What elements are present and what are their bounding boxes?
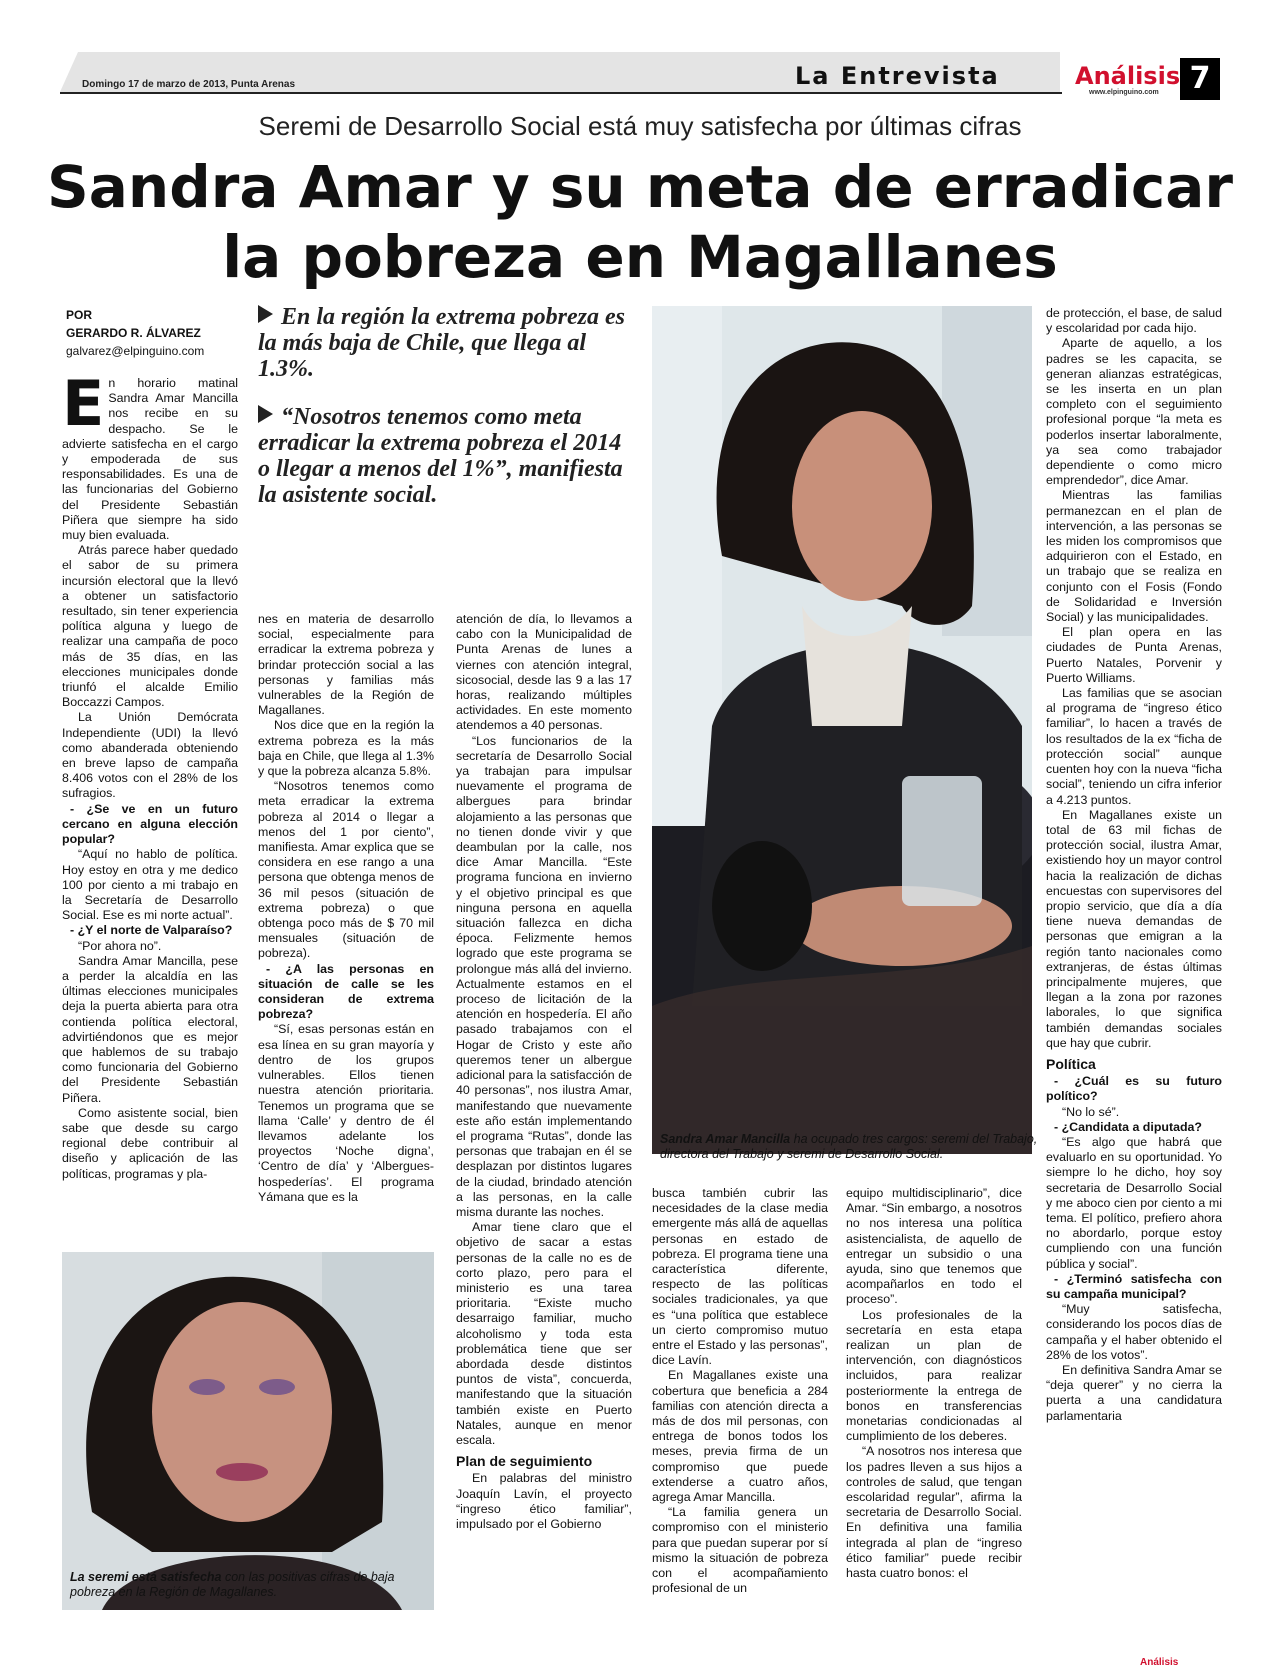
byline-author: GERARDO R. ÁLVAREZ <box>66 326 201 340</box>
paragraph: En Magallanes existe un total de 63 mil fichas de protección social, ilustra Amar, existiendo hoy un mayor control hacia la realización de dichas encuestas con supervisores del propio servicio, que día a día tiene nueva demandas de personas que emigran a la región tanto nacionales como extranjeras, de éstas últimas principalmente mujeres, que llegan a la zona por razones laborales, lo que significa también demandas sociales que hay que cubrir. <box>1046 807 1222 1050</box>
article-column-3 <box>456 612 632 1532</box>
newspaper-website: www.elpinguino.com <box>1089 89 1159 96</box>
byline <box>66 306 256 360</box>
caption-text: ha ocupado tres cargos: seremi del Trabajo, directora del Trabajo y seremi de Desarrollo Social. <box>660 1132 1038 1161</box>
paragraph: Sandra Amar Mancilla, pese a perder la alcaldía en las últimas elecciones municipales deja la puerta abierta para otra contienda política electoral, advirtiéndonos que es mejor que hablemos de su trabajo como funcionaria del Gobierno del Presidente Sebastián Piñera. <box>62 953 238 1105</box>
header-rule <box>60 92 1062 94</box>
paragraph: “Por ahora no”. <box>78 938 162 953</box>
pull-quote: En la región la extrema pobreza es la más baja de Chile, que llega al 1.3%. <box>258 304 626 382</box>
byline-email: galvarez@elpinguino.com <box>66 344 205 358</box>
article-column-5 <box>846 1186 1022 1581</box>
article-kicker: Seremi de Desarrollo Social está muy satisfecha por últimas cifras <box>258 111 1022 141</box>
paragraph: “Muy satisfecha, considerando los pocos días de campaña y el haber obtenido el 28% de los votos”. <box>1046 1302 1222 1362</box>
paragraph: Atrás parece haber quedado el sabor de su primera incursión electoral que la llevó a obtener un satisfactorio resultado, sin tener experiencia política alguna y luego de realizar una campaña de poco más de 35 días, en las elecciones municipales donde triunfó el alcalde Emilio Boccazzi Campos. <box>62 543 238 710</box>
subheading: Plan de seguimiento <box>456 1453 593 1470</box>
paragraph: En Magallanes existe una cobertura que beneficia a 284 familias con atención directa a más de dos mil personas, con entrega de bonos todos los meses, previa firma de un compromiso que puede extenderse a cuatro años, agrega Amar Mancilla. <box>652 1368 828 1505</box>
caption-name: Sandra Amar Mancilla <box>660 1132 791 1146</box>
paragraph: nes en materia de desarrollo social, especialmente para erradicar la extrema pobreza y brindar protección social a las personas y familias más vulnerables de la Región de Magallanes. <box>258 612 434 718</box>
paragraph: atención de día, lo llevamos a cabo con la Municipalidad de Punta Arenas de lunes a viernes con atención integral, sicosocial, desde las 9 a las 17 horas, realizando múltiples actividades. En este momento atendemos a 40 personas. <box>456 612 632 733</box>
end-logo: Análisis <box>1140 1657 1179 1668</box>
paragraph: de protección, el base, de salud y escolaridad por cada hijo. <box>1046 306 1222 336</box>
paragraph: En definitiva Sandra Amar se “deja querer” y no cierra la puerta a una candidatura parlamentaria <box>1046 1363 1222 1423</box>
interview-question: - ¿A las personas en situación de calle se les consideran de extrema pobreza? <box>258 961 434 1022</box>
paragraph: Los profesionales de la secretaría en esta etapa realizan un plan de intervención, con diagnósticos incluidos, para realizar posteriormente la entrega de bonos en transferencias monetarias condicionadas al cumplimiento de los deberes. <box>846 1307 1022 1444</box>
article-column-1 <box>62 367 238 1182</box>
paragraph: Como asistente social, bien sabe que desde su cargo regional debe contribuir al diseño y aplicación de las políticas, programas y pla- <box>62 1105 238 1181</box>
article-column-2 <box>258 612 434 1205</box>
paragraph: Las familias que se asocian al programa de “ingreso ético familiar”, lo hacen a través de los resultados de la ex “ficha de protección social” aunque cuenten hoy con la nueva “ficha social”, teniendo un cifra inferior a 4.213 puntos. <box>1046 686 1222 807</box>
paragraph: El plan opera en las ciudades de Punta Arenas, Puerto Natales, Porvenir y Puerto Williams. <box>1046 625 1222 685</box>
interview-question: - ¿Candidata a diputada? <box>1054 1119 1203 1134</box>
secondary-photo-caption <box>70 1570 420 1600</box>
paragraph: equipo multidisciplinario”, dice Amar. “Sin embargo, a nosotros no nos interesa una política asistencialista, de aquello de entregar un subsidio o una ayuda, sino que tenemos que acompañarlos en todo el proceso”. <box>846 1186 1022 1307</box>
article-column-6 <box>1046 306 1222 1424</box>
paragraph: “Aquí no hablo de política. Hoy estoy en otra y me dedico 100 por ciento a mi trabajo en la Secretaría de Desarrollo Social. Ese es mi norte actual”. <box>62 847 238 923</box>
paragraph: n horario matinal Sandra Amar Mancilla nos recibe en su despacho. Se le advierte satisfecha en el cargo y empoderada de sus responsabilidades. Es una de las funcionarias del Gobierno del Presidente Sebastián Piñera que siempre ha sido muy bien evaluada. <box>62 376 238 543</box>
newspaper-logo: Análisis <box>1075 62 1181 90</box>
issue-date: Domingo 17 de marzo de 2013, Punta Arenas <box>82 79 296 90</box>
interview-question: - ¿Se ve en un futuro cercano en alguna elección popular? <box>62 801 238 847</box>
paragraph: “No lo sé”. <box>1062 1104 1120 1119</box>
page-number: 7 <box>1180 58 1220 100</box>
paragraph: “Sí, esas personas están en esa línea en su gran mayoría y dentro de los grupos vulnerables. Ellos tienen nuestra atención prioritaria. Tenemos un programa que se llama ‘Calle’ y dentro de él llevamos adelante los proyectos ‘Noche digna’, ‘Centro de día’ y ‘Albergues-hospederías’. El programa Yámana que es la <box>258 1022 434 1204</box>
interview-question: - ¿Y el norte de Valparaíso? <box>70 923 233 938</box>
paragraph: En palabras del ministro Joaquín Lavín, el proyecto “ingreso ético familiar”, impulsado por el Gobierno <box>456 1471 632 1531</box>
paragraph: busca también cubrir las necesidades de la clase media emergente más allá de aquellas personas en estado de pobreza. El programa tiene una característica diferente, respecto de las políticas sociales tradicionales, ya que es “una política que establece un cierto compromiso mutuo entre el Estado y las personas”, dice Lavín. <box>652 1186 828 1368</box>
pull-quotes <box>258 304 638 530</box>
subheading: Política <box>1046 1055 1096 1072</box>
secondary-photo <box>62 1252 434 1610</box>
main-photo-caption <box>660 1132 1038 1162</box>
triangle-bullet-icon <box>258 305 273 323</box>
caption-text: con las positivas cifras de baja pobreza en la Región de Magallanes. <box>70 1570 395 1599</box>
interview-question: - ¿Terminó satisfecha con su campaña municipal? <box>1046 1271 1222 1301</box>
paragraph: Mientras las familias permanezcan en el plan de intervención, a las personas se les miden los compromisos que adquirieron con el Estado, en un trabajo que se realiza en conjunto con el Fosis (Fondo de Solidaridad e Inversión Social) y las municipalidades. <box>1046 488 1222 625</box>
caption-name: La seremi está satisfecha <box>70 1570 222 1584</box>
article-column-4 <box>652 1186 828 1596</box>
article-headline: Sandra Amar y su meta de erradicar la pobreza en Magallanes <box>47 153 1233 291</box>
paragraph: “A nosotros nos interesa que los padres lleven a sus hijos a controles de salud, que tengan escolaridad regular”, afirma la secretaria de Desarrollo Social. En definitiva una familia integrada al plan de “ingreso ético familiar” puede recibir hasta cuatro bonos: el <box>846 1444 1022 1581</box>
paragraph: “Es algo que habrá que evaluarlo en su oportunidad. Yo siempre lo he dicho, hoy soy secretaria de Desarrollo Social y me aboco cien por ciento a mi tema. El político, prefiero ahora no abordarlo, porque estoy cumpliendo con una función pública y social”. <box>1046 1134 1222 1271</box>
interview-question: - ¿Cuál es su futuro político? <box>1046 1074 1222 1104</box>
paragraph: Amar tiene claro que el objetivo de sacar a estas personas de la calle no es de corto plazo, pero para el ministerio es una tarea prioritaria. “Existe mucho desarraigo familiar, mucho alcoholismo y toda esta problemática tiene que ser abordada desde distintos puntos de vista”, concuerda, manifestando que la situación también existe en Puerto Natales, aunque en menor escala. <box>456 1220 632 1447</box>
paragraph: La Unión Demócrata Independiente (UDI) la llevó como abanderada obteniendo en breve lapso de campaña 8.406 votos con el 28% de los sufragios. <box>62 710 238 801</box>
section-title: La Entrevista <box>795 62 1000 90</box>
paragraph: Nos dice que en la región la extrema pobreza es la más baja en Chile, que llega al 1.3% y que la pobreza alcanza 5.8%. <box>258 718 434 779</box>
triangle-bullet-icon <box>258 405 273 423</box>
byline-label: POR <box>66 308 93 322</box>
pull-quote: “Nosotros tenemos como meta erradicar la extrema pobreza el 2014 o llegar a menos del 1%”, manifiesta la asistente social. <box>258 404 623 508</box>
paragraph: “Nosotros tenemos como meta erradicar la extrema pobreza al 2014 o llegar a menos del 1 por ciento”, manifiesta. Amar explica que se considera en ese rango a una persona que obtenga menos de 36 mil pesos (situación de extrema pobreza) o que obtenga poco más de $ 70 mil mensuales (situación de pobreza). <box>258 779 434 961</box>
main-photo <box>652 306 1032 1154</box>
paragraph: Aparte de aquello, a los padres se les capacita, se generan alianzas estratégicas, se les inserta en un plan completo con el seguimiento profesional porque “la meta es poderlos insertar laboralmente, ya sea como trabajador dependiente o como micro emprendedor”, dice Amar. <box>1046 336 1222 488</box>
drop-cap: E <box>62 367 105 440</box>
paragraph: “Los funcionarios de la secretaría de Desarrollo Social ya trabajan para impulsar nuevamente el programa de albergues para brindar alojamiento a las personas que no tienen donde vivir y que deambulan por la calle, nos dice Amar Mancilla. “Este programa funciona en invierno y el objetivo principal es que ninguna persona en aquella situación fallezca en dicha época. Felizmente hemos logrado que este programa se prolongue más allá del invierno. Actualmente estamos en el proceso de licitación de la atención en hospedería. El año pasado trabajamos con el Hogar de Cristo y este año queremos tener un albergue adicional para la satisfacción de 40 personas”, nos ilustra Amar, manifestando que nuevamente este año están implementando el programa “Rutas”, donde las personas que trabajan en él se desplazan por distintos lugares de la ciudad, brindado atención a las personas, en la calle misma durante las noches. <box>456 733 632 1219</box>
paragraph: “La familia genera un compromiso con el ministerio para que puedan superar por sí mismo la situación de pobreza con el acompañamiento profesional de un <box>652 1505 828 1596</box>
